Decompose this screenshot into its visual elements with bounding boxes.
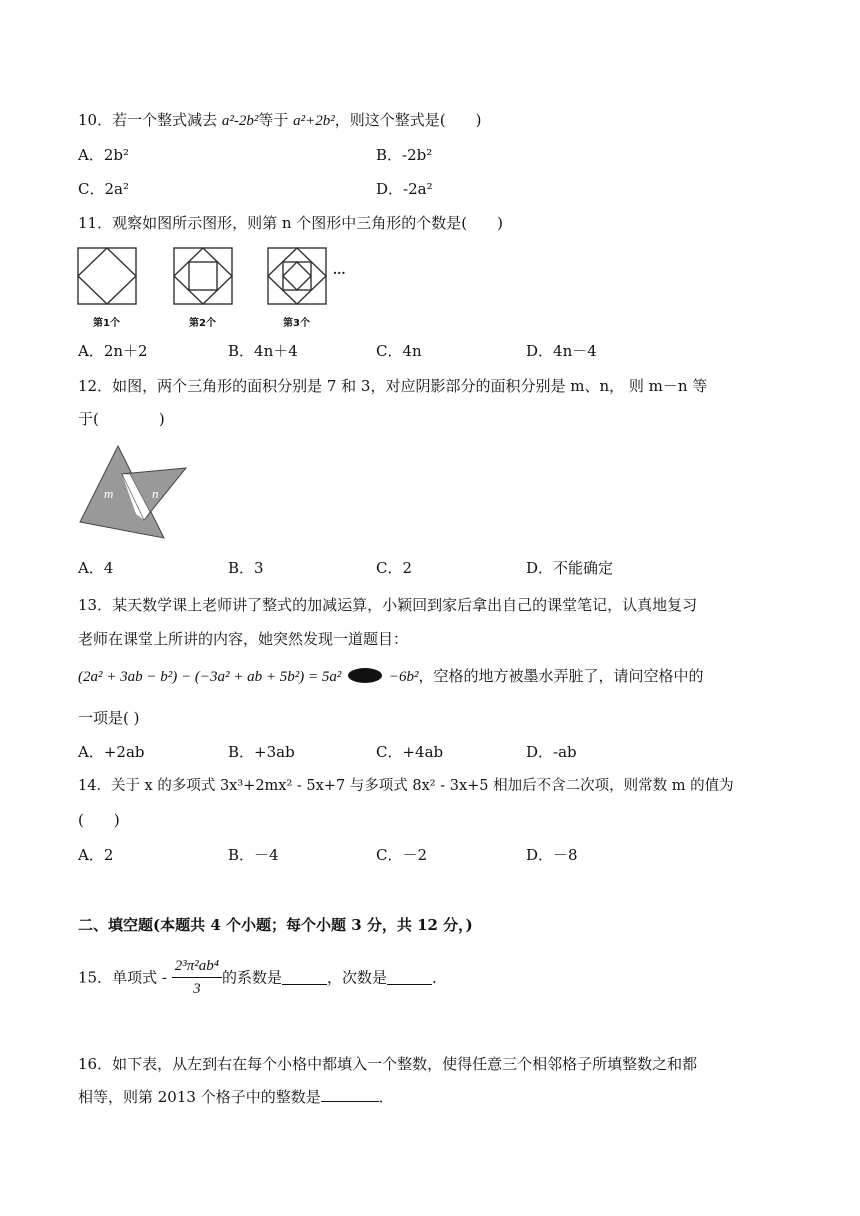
- q12-option-d: D．不能确定: [526, 559, 614, 577]
- q12-option-a: A．4: [78, 559, 114, 577]
- q14-stem-line1: 14．关于 x 的多项式 3x³+2mx² - 5x+7 与多项式 8x² - 3x+5 相加后不含二次项，则常数 m 的值为: [78, 778, 734, 794]
- q14-option-a: A．2: [78, 846, 114, 864]
- q11-option-c: C．4n: [376, 342, 422, 360]
- figure-2: [174, 248, 232, 304]
- q13-option-d: D．-ab: [526, 743, 577, 761]
- q11-option-b: B．4n＋4: [228, 342, 298, 360]
- q13-equation-line: (2a² + 3ab − b²) − (−3a² + ab + 5b²) = 5a² −6b²，空格的地方被墨水弄脏了，请问空格中的: [78, 667, 704, 685]
- figure-2-label: 第2个: [189, 318, 216, 329]
- q14-stem-line2: ( ): [78, 811, 120, 829]
- q16-stem-line1: 16．如下表，从左到右在每个小格中都填入一个整数，使得任意三个相邻格子所填整数之和都: [78, 1055, 698, 1073]
- q12-option-c: C．2: [376, 559, 413, 577]
- q10-option-d: D．-2a²: [376, 180, 433, 198]
- q16-stem-line2: 相等，则第 2013 个格子中的整数是 ．: [78, 1088, 394, 1106]
- q11-option-d: D．4n－4: [526, 342, 597, 360]
- q13-equation-left: (2a² + 3ab − b²) − (−3a² + ab + 5b²) = 5a²: [78, 669, 342, 685]
- q15-denominator: 3: [193, 981, 201, 997]
- q10-option-a: A．2b²: [78, 146, 129, 164]
- q10-expr1: a²-2b²: [221, 113, 259, 129]
- q14-option-b: B．－4: [228, 846, 279, 864]
- q13-stem-line3: 一项是( ): [78, 709, 140, 727]
- q16-blank[interactable]: [321, 1087, 379, 1102]
- q11-option-a: A．2n＋2: [78, 342, 148, 360]
- q12-stem-line2: 于( ): [78, 410, 165, 428]
- section2-title: 二、填空题(本题共 4 个小题；每个小题 3 分，共 12 分，): [78, 916, 473, 934]
- figure-1-label: 第1个: [93, 318, 120, 329]
- q13-option-a: A．+2ab: [78, 743, 145, 761]
- ink-blot: [348, 668, 382, 683]
- q12-stem-line1: 12．如图，两个三角形的面积分别是 7 和 3，对应阴影部分的面积分别是 m、n， 则 m－n 等: [78, 377, 708, 395]
- q12-label-n: n: [152, 486, 159, 501]
- figure-3-label: 第3个: [283, 318, 310, 329]
- q10-stem: 10．若一个整式减去 a²-2b²等于 a²+2b²，则这个整式是( ): [78, 111, 482, 129]
- q12-figure: [74, 442, 190, 544]
- q10-option-c: C．2a²: [78, 180, 129, 198]
- q15-blank-degree[interactable]: [387, 970, 432, 985]
- q12-option-b: B．3: [228, 559, 264, 577]
- q11-ellipsis: ···: [333, 266, 346, 280]
- q15-stem: 15．单项式 - $\frac{\text{2³π²ab⁴}}{3}$ 的系数是 ，次数是 ．: [78, 955, 447, 1000]
- figure-3: [268, 248, 326, 304]
- q10-option-b: B．-2b²: [376, 146, 433, 164]
- figure-1: [78, 248, 136, 304]
- q15-numerator: 2³π²ab⁴: [172, 955, 222, 978]
- q12-label-m: m: [104, 486, 114, 501]
- q13-option-c: C．+4ab: [376, 743, 444, 761]
- q10-expr2: a²+2b²: [293, 113, 335, 129]
- q14-option-c: C．－2: [376, 846, 428, 864]
- q13-stem-line2: 老师在课堂上所讲的内容，她突然发现一道题目：: [78, 630, 409, 648]
- q13-stem-line1: 13．某天数学课上老师讲了整式的加减运算，小颖回到家后拿出自己的课堂笔记，认真地复习: [78, 596, 698, 614]
- q14-option-d: D．－8: [526, 846, 578, 864]
- q13-option-b: B．+3ab: [228, 743, 295, 761]
- q15-fraction: [172, 955, 222, 1000]
- q15-blank-coefficient[interactable]: [282, 970, 327, 985]
- q11-stem: 11．观察如图所示图形，则第 n 个图形中三角形的个数是( ): [78, 214, 503, 232]
- q13-equation-right: −6b²: [388, 669, 419, 685]
